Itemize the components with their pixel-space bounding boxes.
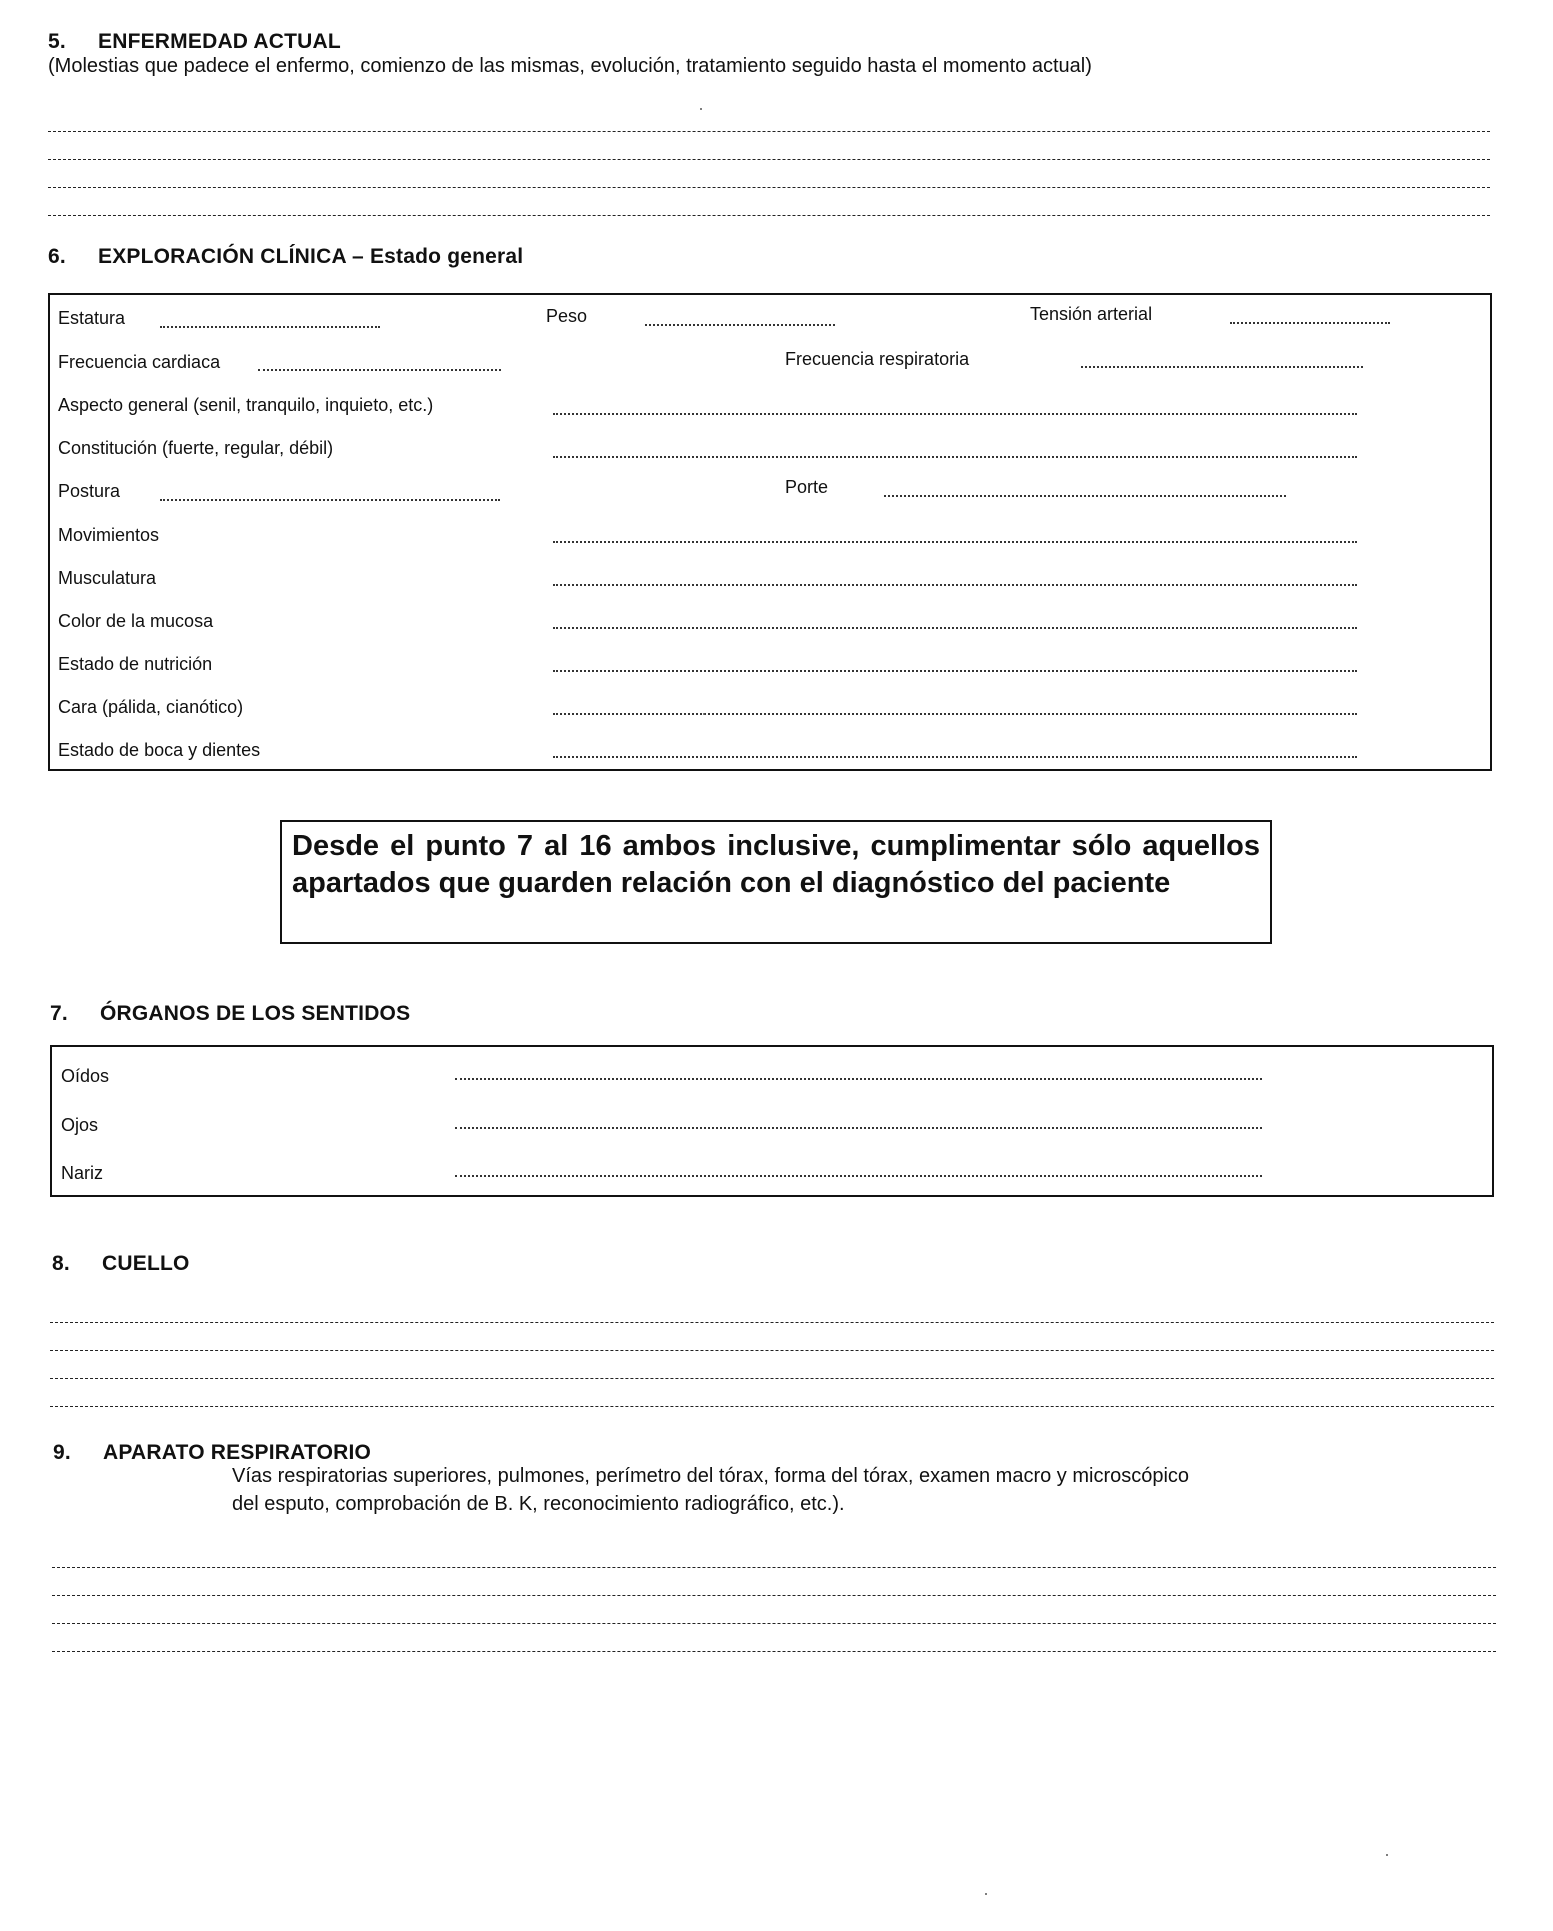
section-9-heading: [53, 1441, 371, 1465]
write-line[interactable]: [52, 1595, 1496, 1596]
section-6-heading: [48, 245, 523, 269]
aspecto-general-field[interactable]: [553, 413, 1357, 415]
frecuencia-respiratoria-label: Frecuencia respiratoria: [785, 349, 970, 369]
section-9-number: 9.: [53, 1441, 71, 1464]
cara-label: Cara (pálida, cianótico): [58, 697, 244, 717]
section-5-number: 5.: [48, 30, 66, 53]
frecuencia-respiratoria-field[interactable]: [1081, 366, 1363, 368]
section-8-title: CUELLO: [102, 1252, 190, 1275]
instructions-notice: Desde el punto 7 al 16 ambos inclusive, cumplimentar sólo aquellos apartados que guarden relación con el diagnóstico del paciente: [280, 820, 1272, 944]
section-7-title: ÓRGANOS DE LOS SENTIDOS: [100, 1002, 411, 1025]
scan-speck: [703, 713, 705, 715]
section-6-number: 6.: [48, 245, 66, 268]
porte-field[interactable]: [884, 495, 1286, 497]
write-line[interactable]: [50, 1350, 1494, 1351]
section-6-title: EXPLORACIÓN CLÍNICA – Estado general: [98, 245, 524, 268]
aspecto-general-label: Aspecto general (senil, tranquilo, inquieto, etc.): [58, 395, 434, 415]
musculatura-field[interactable]: [553, 584, 1357, 586]
estatura-field[interactable]: [160, 326, 380, 328]
frecuencia-cardiaca-field[interactable]: [258, 369, 501, 371]
frecuencia-cardiaca-label: Frecuencia cardiaca: [58, 352, 221, 372]
nariz-field[interactable]: [455, 1175, 1262, 1177]
oidos-field[interactable]: [455, 1078, 1262, 1080]
boca-dientes-field[interactable]: [553, 756, 1357, 758]
estatura-label: Estatura: [58, 308, 126, 328]
peso-field[interactable]: [645, 324, 835, 326]
postura-label: Postura: [58, 481, 121, 501]
nariz-label: Nariz: [61, 1163, 104, 1183]
write-line[interactable]: [48, 187, 1490, 188]
movimientos-field[interactable]: [553, 541, 1357, 543]
write-line[interactable]: [48, 215, 1490, 216]
write-line[interactable]: [50, 1322, 1494, 1323]
section-5-heading: [48, 30, 341, 54]
estado-nutricion-label: Estado de nutrición: [58, 654, 213, 674]
ojos-label: Ojos: [61, 1115, 99, 1135]
write-line[interactable]: [50, 1378, 1494, 1379]
scan-speck: [1386, 1854, 1388, 1856]
ojos-field[interactable]: [455, 1127, 1262, 1129]
section-8-heading: [52, 1252, 190, 1276]
porte-label: Porte: [785, 477, 829, 497]
postura-field[interactable]: [160, 499, 500, 501]
cara-field[interactable]: [553, 713, 1357, 715]
estado-nutricion-field[interactable]: [553, 670, 1357, 672]
section-5-title: ENFERMEDAD ACTUAL: [98, 30, 341, 53]
write-line[interactable]: [48, 159, 1490, 160]
movimientos-label: Movimientos: [58, 525, 160, 545]
color-mucosa-label: Color de la mucosa: [58, 611, 214, 631]
color-mucosa-field[interactable]: [553, 627, 1357, 629]
musculatura-label: Musculatura: [58, 568, 157, 588]
write-line[interactable]: [52, 1623, 1496, 1624]
write-line[interactable]: [52, 1567, 1496, 1568]
oidos-label: Oídos: [61, 1066, 110, 1086]
tension-arterial-field[interactable]: [1230, 322, 1390, 324]
write-line[interactable]: [52, 1651, 1496, 1652]
exploracion-clinica-box: [48, 293, 1492, 771]
section-8-number: 8.: [52, 1252, 70, 1275]
tension-arterial-label: Tensión arterial: [1030, 304, 1153, 324]
section-5-subtitle: (Molestias que padece el enfermo, comienzo de las mismas, evolución, tratamiento seguido hasta el momento actual): [48, 55, 1092, 77]
write-line[interactable]: [48, 131, 1490, 132]
constitucion-field[interactable]: [553, 456, 1357, 458]
scan-speck: [985, 1893, 987, 1895]
scan-speck: [700, 108, 702, 110]
constitucion-label: Constitución (fuerte, regular, débil): [58, 438, 334, 458]
section-9-title: APARATO RESPIRATORIO: [103, 1441, 372, 1464]
write-line[interactable]: [50, 1406, 1494, 1407]
peso-label: Peso: [546, 306, 588, 326]
section-7-number: 7.: [50, 1002, 68, 1025]
section-9-description-line-1: Vías respiratorias superiores, pulmones, perímetro del tórax, forma del tórax, examen macro y microscópico: [232, 1465, 1190, 1487]
section-9-description-line-2: del esputo, comprobación de B. K, reconocimiento radiográfico, etc.).: [232, 1493, 845, 1515]
section-7-heading: [50, 1002, 410, 1026]
boca-dientes-label: Estado de boca y dientes: [58, 740, 261, 760]
